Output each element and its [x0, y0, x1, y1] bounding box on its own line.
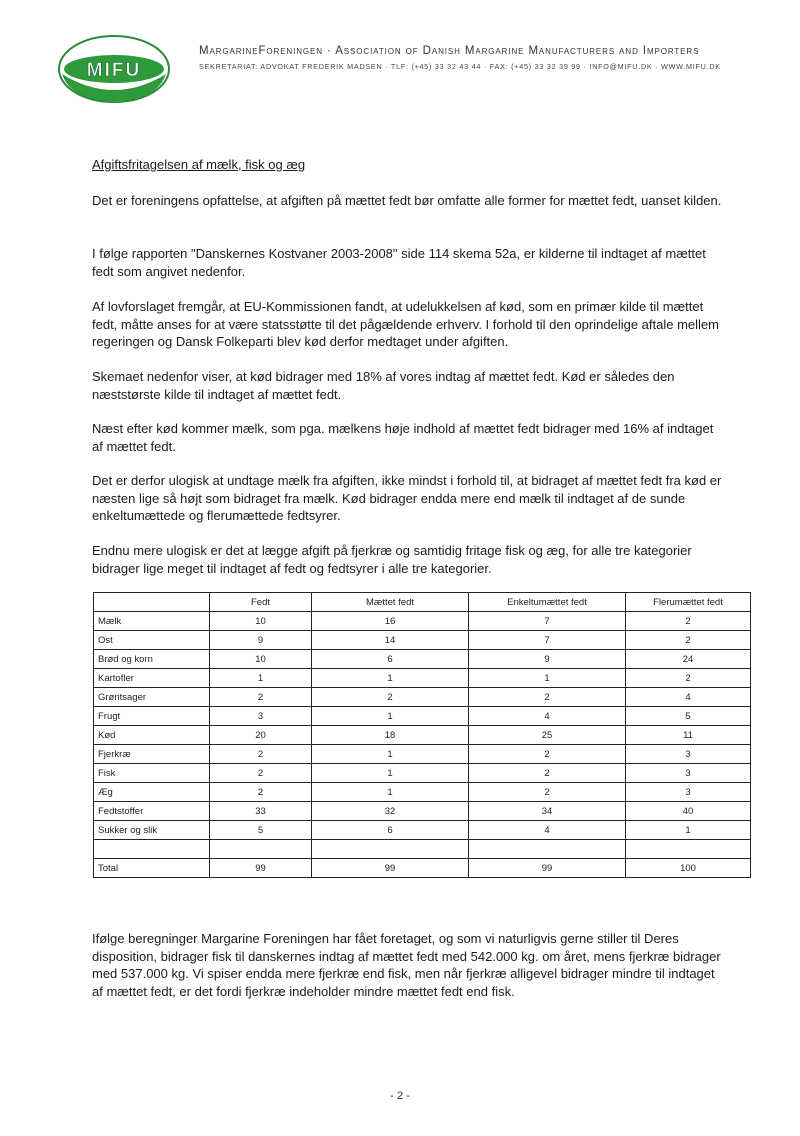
logo-text: MIFU	[86, 60, 142, 81]
table-cell: 3	[626, 783, 751, 802]
table-cell: 34	[469, 802, 626, 821]
table-cell	[312, 840, 469, 859]
table-cell: 40	[626, 802, 751, 821]
table-cell: 1	[312, 707, 469, 726]
table-cell: 7	[469, 631, 626, 650]
table-cell: 1	[312, 745, 469, 764]
table-row	[94, 650, 751, 669]
table-cell: 33	[210, 802, 312, 821]
row-label: Sukker og slik	[94, 821, 210, 840]
row-label: Æg	[94, 783, 210, 802]
table-cell: 99	[312, 859, 469, 878]
table-cell: 5	[626, 707, 751, 726]
table-cell: 5	[210, 821, 312, 840]
table-cell: 4	[626, 688, 751, 707]
table-cell	[469, 840, 626, 859]
row-label: Frugt	[94, 707, 210, 726]
table-cell: 6	[312, 821, 469, 840]
table-body	[94, 612, 751, 878]
table-row	[94, 726, 751, 745]
table-cell: 2	[626, 612, 751, 631]
paragraph: Det er derfor ulogisk at undtage mælk fra afgiften, ikke mindst i forhold til, at bidraget af mættet fedt fra kød er næsten lige så højt som bidraget fra mælk. Kød bidrager endda mere end mælk til indtaget af de sunde enkeltumættede og flerumættede fedtsyrer.	[92, 473, 722, 523]
table-row	[94, 821, 751, 840]
table-cell: 2	[210, 783, 312, 802]
paragraph: Af lovforslaget fremgår, at EU-Kommissionen fandt, at udelukkelsen af kød, som en primær kilde til mættet fedt, måtte anses for at være statsstøtte til det pågældende erhverv. I forhold til den oprindelige aftale mellem regeringen og Dansk Folkeparti blev kød derfor medtaget under afgiften.	[92, 299, 719, 349]
table-header-row	[94, 593, 751, 612]
table-row	[94, 612, 751, 631]
table-cell: 99	[210, 859, 312, 878]
table-row	[94, 764, 751, 783]
table-cell	[210, 840, 312, 859]
table-cell: 2	[469, 764, 626, 783]
table-cell: 10	[210, 612, 312, 631]
row-label: Fedtstoffer	[94, 802, 210, 821]
table-cell: 1	[626, 821, 751, 840]
letterhead-contact: SEKRETARIAT: ADVOKAT FREDERIK MADSEN · TLF: (+45) 33 32 43 44 · FAX: (+45) 33 32 39 99 · INFO@MIFU.DK · WWW.MIFU.DK	[199, 62, 721, 71]
table-cell: 2	[469, 688, 626, 707]
row-label: Fjerkræ	[94, 745, 210, 764]
table-cell: 11	[626, 726, 751, 745]
table-cell: 18	[312, 726, 469, 745]
paragraph: Endnu mere ulogisk er det at lægge afgift på fjerkræ og samtidig fritage fisk og æg, for alle tre kategorier bidrager lige meget til indtaget af fedt og fedtsyrer i alle tre kategorier.	[92, 543, 692, 576]
table-cell	[626, 840, 751, 859]
table-cell: 25	[469, 726, 626, 745]
table-cell: 4	[469, 707, 626, 726]
section-heading: Afgiftsfritagelsen af mælk, fisk og æg	[92, 157, 306, 172]
table-cell: 1	[469, 669, 626, 688]
table-cell: 9	[210, 631, 312, 650]
table-row	[94, 783, 751, 802]
table-cell: 1	[210, 669, 312, 688]
table-cell: 32	[312, 802, 469, 821]
table-cell: 2	[312, 688, 469, 707]
column-header	[94, 593, 210, 612]
row-label: Grøntsager	[94, 688, 210, 707]
fat-sources-table	[93, 592, 751, 878]
table-row	[94, 707, 751, 726]
table-row	[94, 745, 751, 764]
row-label: Ost	[94, 631, 210, 650]
table-cell: 2	[626, 631, 751, 650]
table-cell: 3	[210, 707, 312, 726]
table-cell: 100	[626, 859, 751, 878]
table-cell: 10	[210, 650, 312, 669]
row-label: Kartofler	[94, 669, 210, 688]
table-cell: 3	[626, 745, 751, 764]
table-cell: 1	[312, 764, 469, 783]
table-cell: 7	[469, 612, 626, 631]
row-label: Brød og korn	[94, 650, 210, 669]
table-cell: 4	[469, 821, 626, 840]
table-row	[94, 802, 751, 821]
row-label: Kød	[94, 726, 210, 745]
table-cell: 2	[626, 669, 751, 688]
column-header: Mættet fedt	[312, 593, 469, 612]
table-row	[94, 688, 751, 707]
page-number: - 2 -	[390, 1090, 410, 1102]
paragraph: Skemaet nedenfor viser, at kød bidrager med 18% af vores indtag af mættet fedt. Kød er således den næststørste kilde til indtaget af mættet fedt.	[92, 369, 675, 402]
table-row	[94, 631, 751, 650]
table-cell: 24	[626, 650, 751, 669]
closing-paragraph: Ifølge beregninger Margarine Foreningen har fået foretaget, og som vi naturligvis gerne stiller til Deres disposition, bidrager fisk til danskernes indtag af mættet fedt med 542.000 kg. om året, mens fjerkræ bidrager med 537.000 kg. Vi spiser endda mere fjerkræ end fisk, men når fjerkræ alligevel bidrager mindre til indtaget af mættet fedt, er det fordi fjerkræ indeholder mindre mættet fedt end fisk.	[92, 931, 721, 999]
table-cell: 2	[469, 783, 626, 802]
table-row	[94, 840, 751, 859]
table-cell: 9	[469, 650, 626, 669]
table-cell: 2	[210, 688, 312, 707]
table-row	[94, 859, 751, 878]
table-row	[94, 669, 751, 688]
letterhead-title: MargarineForeningen · Association of Danish Margarine Manufacturers and Importers	[199, 45, 700, 57]
table-cell: 2	[210, 745, 312, 764]
table-cell: 1	[312, 669, 469, 688]
paragraph: I følge rapporten "Danskernes Kostvaner 2003-2008" side 114 skema 52a, er kilderne til indtaget af mættet fedt som angivet nedenfor.	[92, 246, 706, 279]
table-cell: 2	[210, 764, 312, 783]
row-label: Total	[94, 859, 210, 878]
table-cell: 1	[312, 783, 469, 802]
paragraph: Næst efter kød kommer mælk, som pga. mælkens høje indhold af mættet fedt bidrager med 16% af indtaget af mættet fedt.	[92, 421, 714, 454]
mifu-logo	[57, 34, 171, 104]
column-header: Fedt	[210, 593, 312, 612]
paragraph: Det er foreningens opfattelse, at afgiften på mættet fedt bør omfatte alle former for mættet fedt, uanset kilden.	[92, 193, 722, 208]
table-cell: 14	[312, 631, 469, 650]
table-cell: 99	[469, 859, 626, 878]
table-cell: 20	[210, 726, 312, 745]
column-header: Flerumættet fedt	[626, 593, 751, 612]
row-label	[94, 840, 210, 859]
table-cell: 2	[469, 745, 626, 764]
table-cell: 3	[626, 764, 751, 783]
column-header: Enkeltumættet fedt	[469, 593, 626, 612]
table-cell: 6	[312, 650, 469, 669]
row-label: Mælk	[94, 612, 210, 631]
row-label: Fisk	[94, 764, 210, 783]
table-cell: 16	[312, 612, 469, 631]
